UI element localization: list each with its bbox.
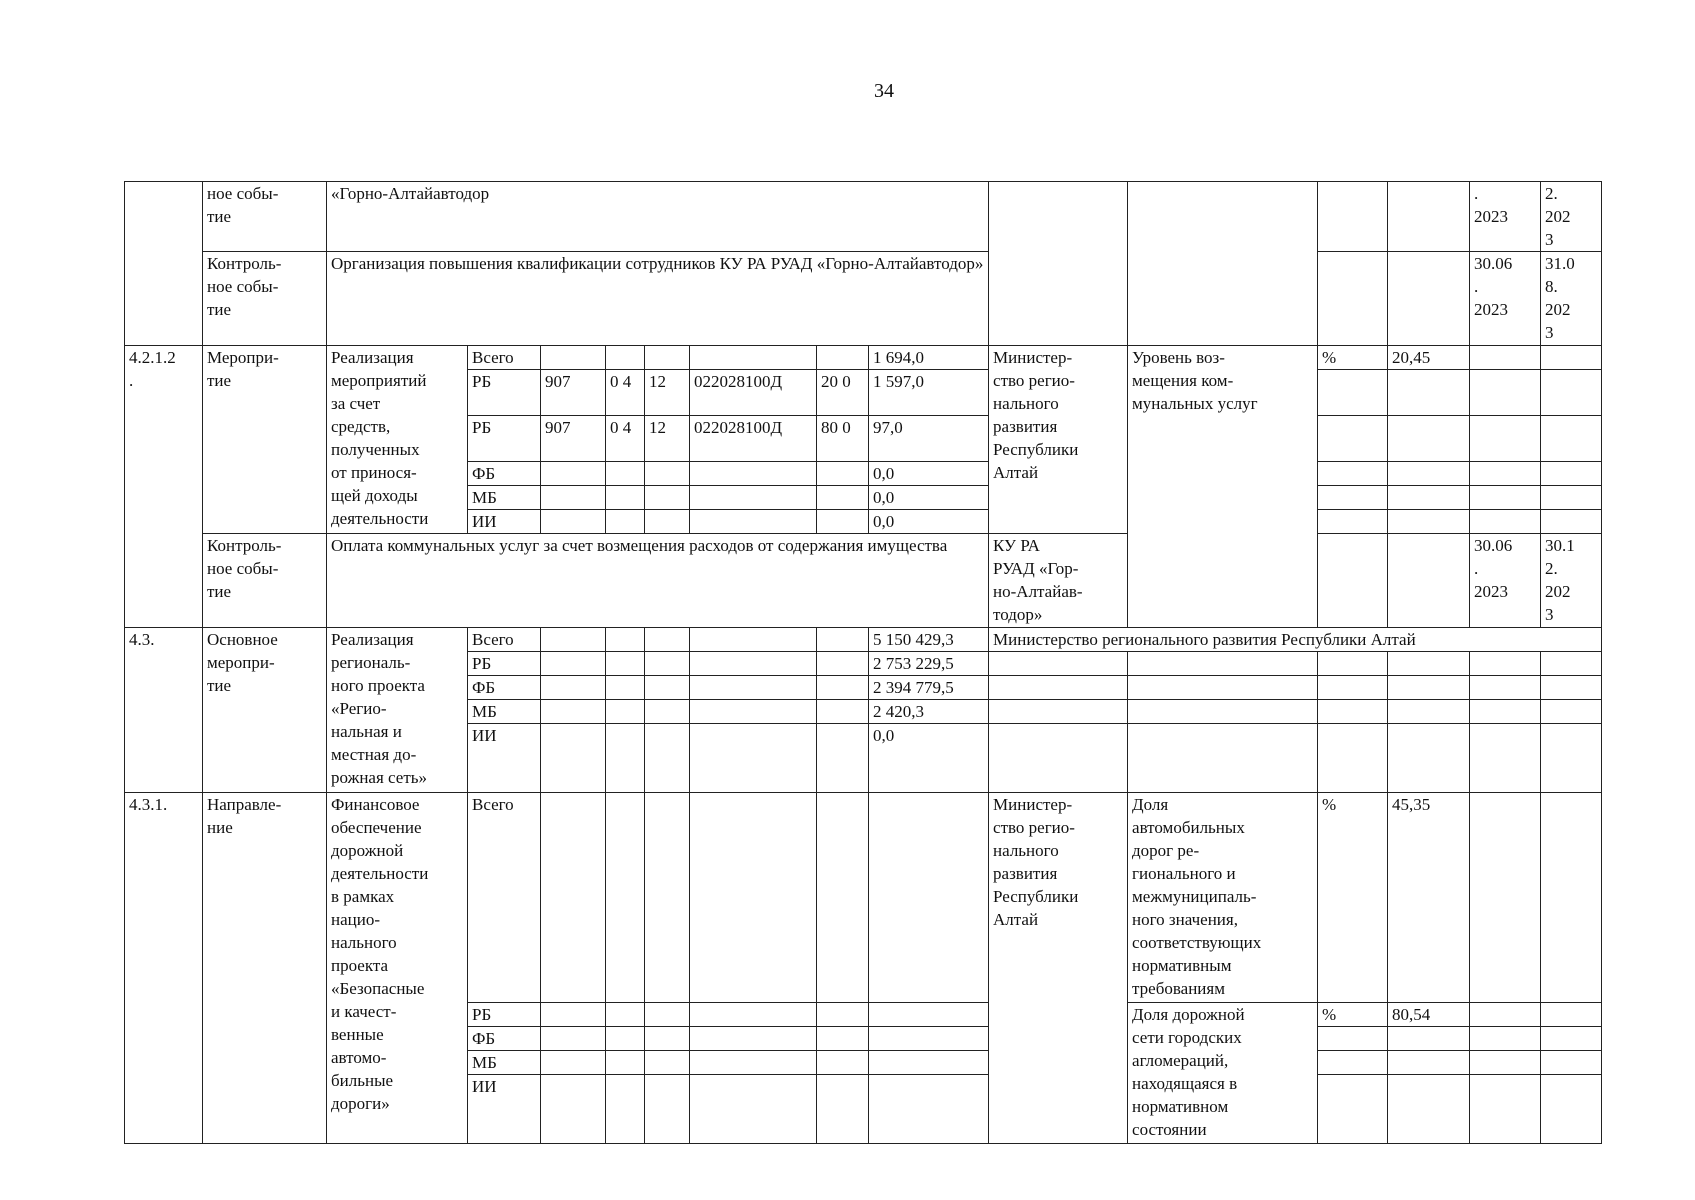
funding-source: ФБ <box>468 1027 541 1051</box>
amount: 0,0 <box>869 724 989 793</box>
funding-source: ИИ <box>468 1075 541 1144</box>
indicator: Доля автомобильных дорог ре- гионального и межмуниципаль- ного значения, соответствующих нормативным требованиям <box>1128 793 1318 1003</box>
event-end-date: 30.1 2. 202 3 <box>1541 534 1602 628</box>
event-row-1 <box>125 182 1602 252</box>
event-end-date: 31.0 8. 202 3 <box>1541 252 1602 346</box>
blank-executor-cell <box>989 182 1128 346</box>
item-name: Реализация региональ- ного проекта «Регио- нальная и местная до- рожная сеть» <box>327 628 468 793</box>
funding-source: ФБ <box>468 462 541 486</box>
item-type: Направле- ние <box>203 793 327 1144</box>
blank-num-cell <box>125 182 203 346</box>
indicator: Уровень воз- мещения ком- мунальных услуг <box>1128 346 1318 628</box>
funding-source: Всего <box>468 793 541 1003</box>
funding-source: ФБ <box>468 676 541 700</box>
event-type-cell: Контроль- ное собы- тие <box>203 252 327 346</box>
indicator-value: 45,35 <box>1388 793 1470 1003</box>
funding-source: Всего <box>468 346 541 370</box>
amount: 1 694,0 <box>869 346 989 370</box>
item-number: 4.3.1. <box>125 793 203 1144</box>
executor: Министер- ство регио- нального развития Республики Алтай <box>989 793 1128 1144</box>
executor: Министер- ство регио- нального развития Республики Алтай <box>989 346 1128 534</box>
table-row: РБ 907 0 4 12 022028100Д 20 0 1 597,0 <box>125 370 1602 416</box>
indicator: Доля дорожной сети городских агломераций, находящаяся в нормативном состоянии <box>1128 1003 1318 1144</box>
funding-source: Всего <box>468 628 541 652</box>
amount: 0,0 <box>869 486 989 510</box>
program-table <box>124 181 1602 1144</box>
event-type-cell: Контроль- ное собы- тие <box>203 534 327 628</box>
item-name: Реализация мероприятий за счет средств, полученных от принося- щей доходы деятельности <box>327 346 468 534</box>
event-start-date: 30.06 . 2023 <box>1470 534 1541 628</box>
indicator-value: 80,54 <box>1388 1003 1470 1027</box>
table-row <box>125 628 1602 652</box>
funding-source: РБ <box>468 370 541 416</box>
event-text: «Горно-Алтайавтодор <box>327 182 989 252</box>
item-type: Меропри- тие <box>203 346 327 534</box>
item-type: Основное меропри- тие <box>203 628 327 793</box>
funding-source: РБ <box>468 1003 541 1027</box>
amount: 2 753 229,5 <box>869 652 989 676</box>
blank-indicator-cell <box>1128 182 1318 346</box>
item-name: Финансовое обеспечение дорожной деятельности в рамках нацио- нального проекта «Безопасные и качест- венные автомо- бильные дороги» <box>327 793 468 1144</box>
funding-source: МБ <box>468 700 541 724</box>
indicator-value: 20,45 <box>1388 346 1470 370</box>
event-text: Оплата коммунальных услуг за счет возмещения расходов от содержания имущества <box>327 534 989 628</box>
event-start-date: 30.06 . 2023 <box>1470 252 1541 346</box>
item-number: 4.3. <box>125 628 203 793</box>
item-number: 4.2.1.2 . <box>125 346 203 628</box>
event-executor: КУ РА РУАД «Гор- но-Алтайав- тодор» <box>989 534 1128 628</box>
funding-source: РБ <box>468 652 541 676</box>
amount: 0,0 <box>869 510 989 534</box>
funding-source: МБ <box>468 1051 541 1075</box>
amount: 5 150 429,3 <box>869 628 989 652</box>
page-number: 34 <box>874 80 894 102</box>
event-row-2 <box>125 252 1602 346</box>
amount: 2 394 779,5 <box>869 676 989 700</box>
unit: % <box>1318 1003 1388 1027</box>
table-row: РБ 907 0 4 12 022028100Д 80 0 97,0 <box>125 416 1602 462</box>
amount: 97,0 <box>869 416 989 462</box>
table-row <box>125 346 1602 370</box>
funding-source: ИИ <box>468 724 541 793</box>
event-end-date: 2. 202 3 <box>1541 182 1602 252</box>
funding-source: РБ <box>468 416 541 462</box>
executor: Министерство регионального развития Республики Алтай <box>989 628 1602 652</box>
funding-source: МБ <box>468 486 541 510</box>
event-row <box>125 534 1602 628</box>
table-row <box>125 793 1602 1003</box>
event-start-date: . 2023 <box>1470 182 1541 252</box>
amount: 1 597,0 <box>869 370 989 416</box>
unit: % <box>1318 346 1388 370</box>
funding-source: ИИ <box>468 510 541 534</box>
event-text: Организация повышения квалификации сотрудников КУ РА РУАД «Горно-Алтайавтодор» <box>327 252 989 346</box>
amount: 2 420,3 <box>869 700 989 724</box>
unit: % <box>1318 793 1388 1003</box>
event-type-cell: ное собы- тие <box>203 182 327 252</box>
amount: 0,0 <box>869 462 989 486</box>
